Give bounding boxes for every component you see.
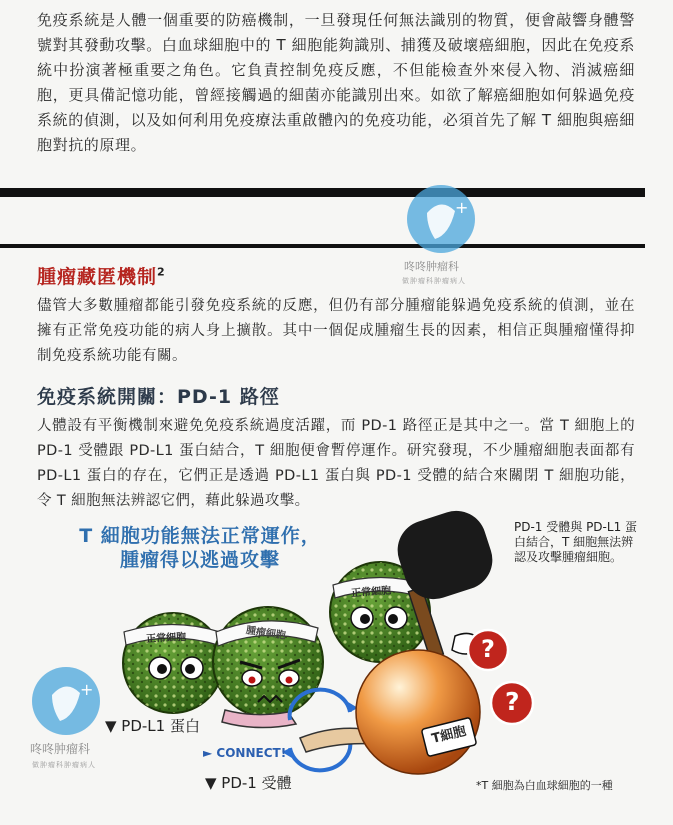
headband-label-tumor: 腫瘤細胞 — [245, 625, 287, 642]
watermark-logo-icon-2 — [30, 665, 102, 737]
divider-bar-top — [0, 188, 645, 197]
intro-paragraph: 免疫系統是人體一個重要的防癌機制，一旦發現任何無法識別的物質，便會敲響身體警號對其發動攻擊。白血球細胞中的 T 細胞能夠識別、捕獲及破壞癌細胞，因此在免疫系統中扮演著極重要之角色。它負責控制免疫反應，不但能檢查外來侵入物、消滅癌細胞，更具備記憶功能，曾經接觸過的細菌亦能識別出來。如欲了解癌細胞如何躲過免疫系統的偵測，以及如何利用免疫療法重啟體內的免疫功能，必須首先了解 T 細胞與癌細胞對抗的原理。 — [37, 11, 635, 154]
pd1-side-note: PD-1 受體與 PD-L1 蛋白結合，T 細胞無法辨認及攻擊腫瘤細胞。 — [514, 520, 638, 564]
svg-text:+: + — [455, 198, 469, 217]
connect-label: ► CONNECT! — [203, 746, 287, 760]
headband-label-left: 正常細胞 — [145, 631, 187, 646]
section-paragraph-pd1-pathway: 人體設有平衡機制來避免免疫系統過度活躍，而 PD-1 路徑正是其中之一。當 T 細胞上的 PD-1 受體跟 PD-L1 蛋白結合，T 細胞便會暫停運作。研究發現，不少腫瘤細胞表面都有 PD-L1 蛋白的存在，它們正是透過 PD-L1 蛋白與 PD-1 受體的結合來關閉 T 細胞功能，令 T 細胞無法辨認它們，藉此躲過攻擊。 — [37, 418, 635, 509]
illustration-banner — [60, 524, 340, 572]
divider-bar-bottom — [0, 244, 645, 248]
t-cell-label: T細胞 — [430, 723, 468, 747]
watermark-logo-icon — [405, 183, 477, 255]
section-heading-pd1-pathway: 免疫系統開關：PD-1 路徑 — [37, 386, 280, 408]
pdl1-label: ▼ PD-L1 蛋白 — [105, 717, 200, 735]
watermark-name: 咚咚肿瘤科 — [404, 260, 459, 273]
footnote-marker: 2 — [157, 265, 166, 279]
section-paragraph-tumor-hiding: 儘管大多數腫瘤都能引發免疫系統的反應，但仍有部分腫瘤能躲過免疫系統的偵測，並在擁有正常免疫功能的病人身上擴散。其中一個促成腫瘤生長的因素，相信正與腫瘤懂得抑制免疫系統功能有關。 — [37, 298, 635, 364]
watermark-name-2: 咚咚肿瘤科 — [30, 742, 91, 756]
banner-line-2: 腫瘤得以逃過攻擊 — [119, 549, 280, 571]
watermark-subtitle-2: 做肿瘤科肿瘤病人 — [32, 761, 96, 769]
pd1-label: ▼ PD-1 受體 — [205, 774, 292, 792]
headband-label-right: 正常細胞 — [350, 585, 392, 600]
watermark-subtitle: 做肿瘤科肿瘤病人 — [402, 277, 466, 285]
question-mark-top: ? — [481, 635, 495, 663]
section-heading-tumor-hiding — [37, 262, 166, 289]
svg-text:+: + — [80, 680, 94, 699]
section-heading-text: 腫瘤藏匿機制 — [37, 266, 158, 288]
banner-line-1: T 細胞功能無法正常運作， — [79, 525, 321, 547]
footnote: *T 細胞為白血球細胞的一種 — [476, 779, 613, 792]
question-mark-bottom: ? — [505, 687, 520, 716]
